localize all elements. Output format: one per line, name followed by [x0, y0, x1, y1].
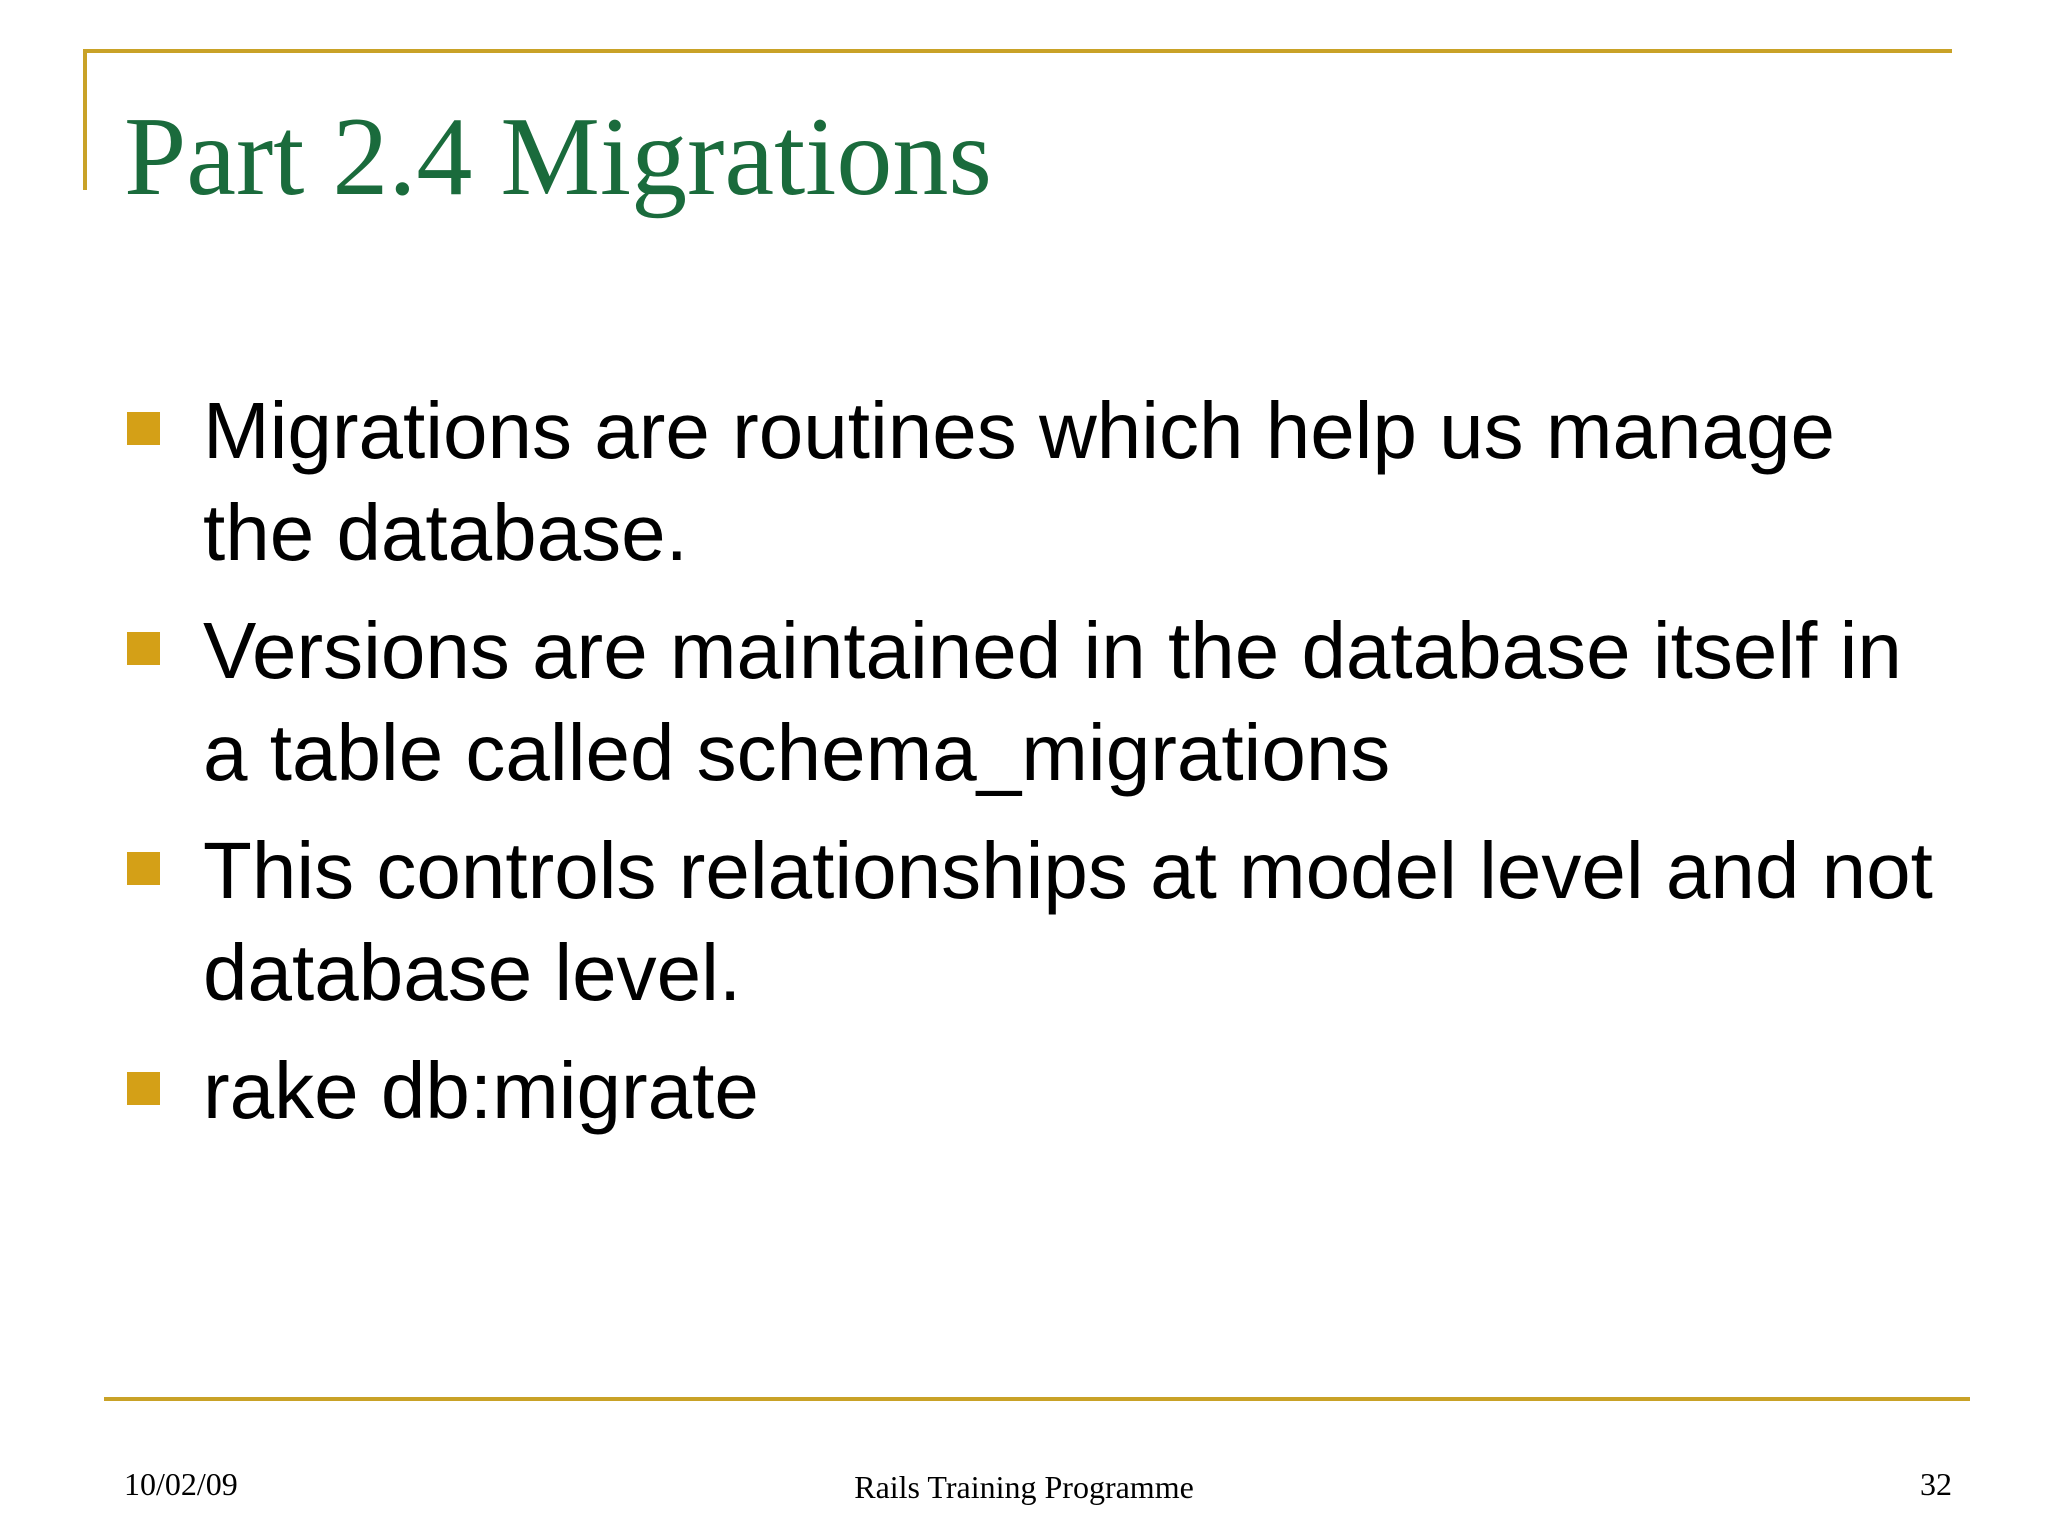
square-bullet-icon [127, 412, 160, 445]
page-number: 32 [1920, 1466, 1952, 1502]
footer-rule [104, 1397, 1970, 1401]
square-bullet-icon [127, 632, 160, 665]
footer-date: 10/02/09 [124, 1466, 238, 1502]
bullet-item [127, 380, 1957, 584]
bullet-item [127, 1040, 1957, 1142]
bullet-text: Versions are maintained in the database itself in a table called schema_migrations [203, 606, 1902, 797]
square-bullet-icon [127, 1072, 160, 1105]
bullet-item [127, 820, 1957, 1024]
top-rule [86, 49, 1952, 53]
bullet-text: Migrations are routines which help us manage the database. [203, 386, 1835, 577]
bullet-item [127, 600, 1957, 804]
bullet-text: This controls relationships at model level and not database level. [203, 826, 1933, 1017]
footer-title: Rails Training Programme [854, 1469, 1194, 1505]
square-bullet-icon [127, 852, 160, 885]
bullet-list [127, 380, 1957, 1158]
slide-title: Part 2.4 Migrations [124, 95, 992, 219]
left-rule [83, 49, 87, 190]
bullet-text: rake db:migrate [203, 1046, 759, 1135]
